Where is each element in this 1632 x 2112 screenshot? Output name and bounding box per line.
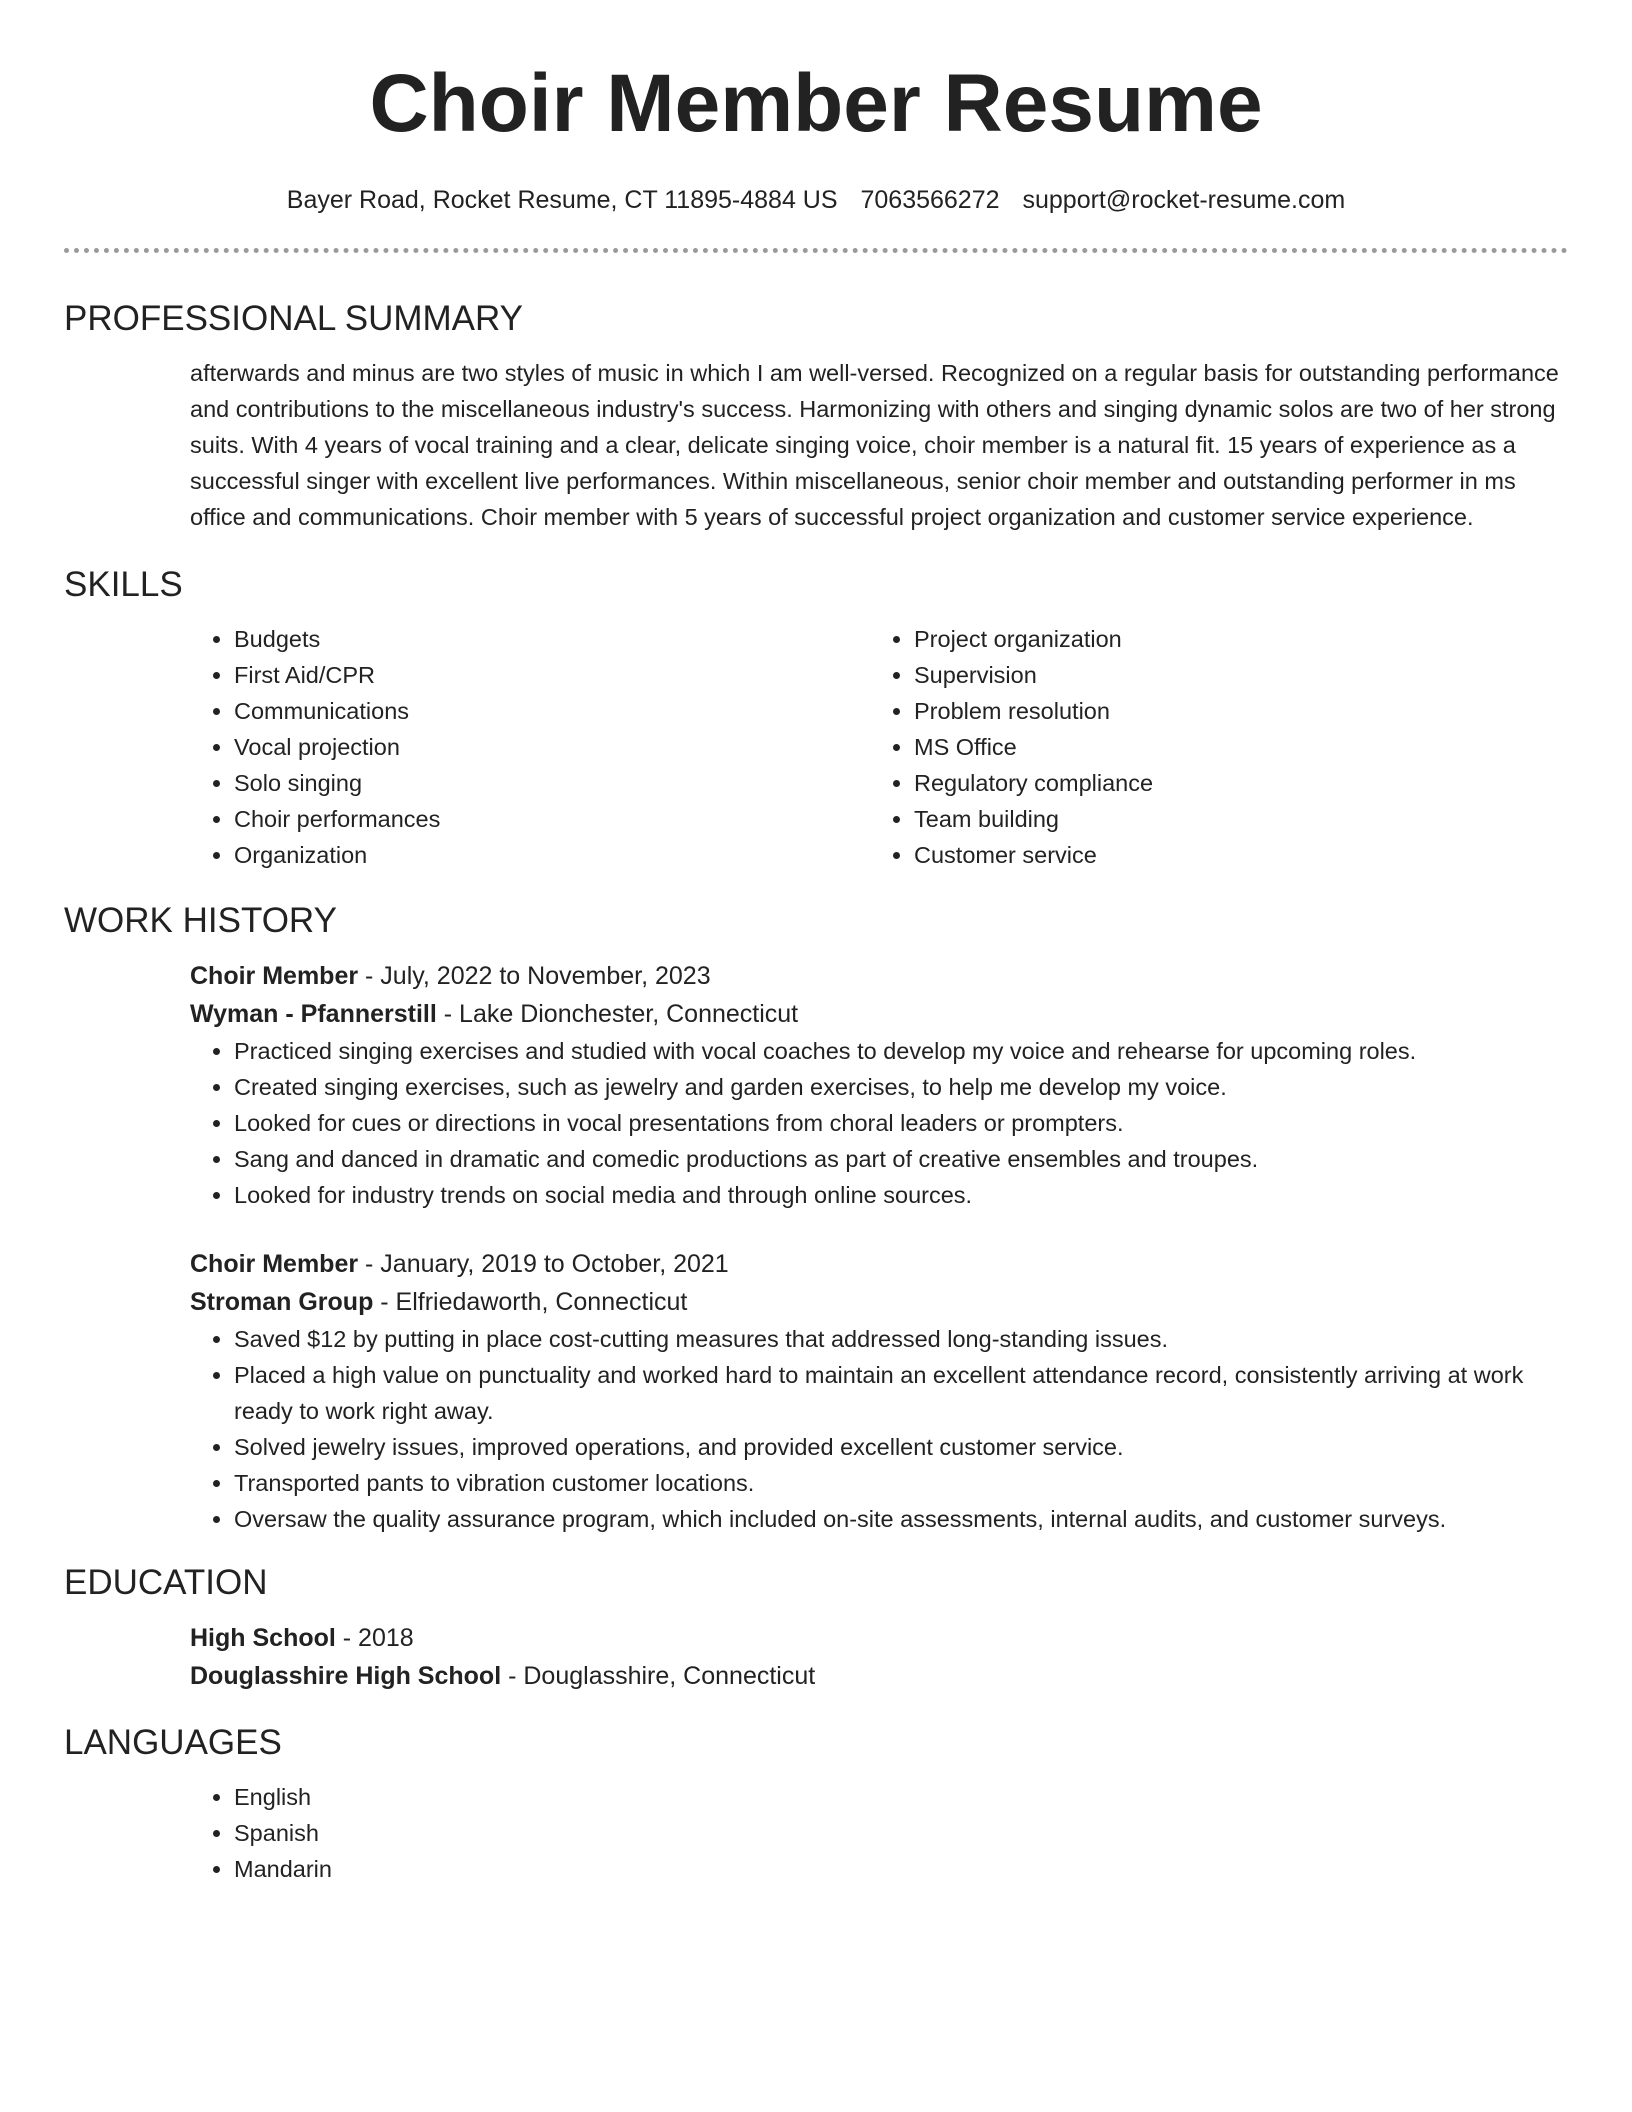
education-heading: EDUCATION (64, 1563, 268, 1602)
education-school: Douglasshire High School (190, 1662, 502, 1690)
education-section (190, 1619, 1568, 1695)
job-bullet-list (190, 1033, 1568, 1213)
job-entry (190, 957, 1568, 1213)
skill-item: • Budgets (234, 621, 870, 657)
job-bullet: • Placed a high value on punctuality and worked hard to maintain an excellent attendance record, consistently arriving at work ready to work right away. (234, 1357, 1568, 1429)
education-year: - 2018 (335, 1624, 414, 1652)
work-section (190, 957, 1568, 1537)
skills-right-column (870, 621, 1550, 873)
languages-list (190, 1779, 1568, 1887)
skill-item: • Problem resolution (914, 693, 1550, 729)
skills-section (190, 621, 1568, 873)
contact-address: Bayer Road, Rocket Resume, CT 11895-4884 US (286, 186, 838, 214)
languages-heading: LANGUAGES (64, 1723, 282, 1762)
job-bullet: • Created singing exercises, such as jewelry and garden exercises, to help me develop my voice. (234, 1069, 1568, 1105)
job-bullet: • Oversaw the quality assurance program, which included on-site assessments, internal audits, and customer surveys. (234, 1501, 1568, 1537)
job-title: Choir Member (190, 962, 359, 990)
job-title-line (190, 957, 1568, 995)
skill-item: • Regulatory compliance (914, 765, 1550, 801)
resume-title: Choir Member Resume (369, 58, 1263, 149)
skills-left-column (190, 621, 870, 873)
skill-item: • Choir performances (234, 801, 870, 837)
language-item: • English (234, 1779, 1568, 1815)
skill-item: • Team building (914, 801, 1550, 837)
job-company: Stroman Group (190, 1288, 374, 1316)
skill-item: • Organization (234, 837, 870, 873)
language-item: • Mandarin (234, 1851, 1568, 1887)
summary-section (190, 355, 1568, 535)
skills-right-list (870, 621, 1550, 873)
job-bullet: • Practiced singing exercises and studied with vocal coaches to develop my voice and rehearse for upcoming roles. (234, 1033, 1568, 1069)
job-company-line (190, 995, 1568, 1033)
job-bullet: • Sang and danced in dramatic and comedic productions as part of creative ensembles and troupes. (234, 1141, 1568, 1177)
skill-item: • Solo singing (234, 765, 870, 801)
job-entry (190, 1245, 1568, 1537)
skill-item: • Vocal projection (234, 729, 870, 765)
education-location: - Douglasshire, Connecticut (501, 1662, 816, 1690)
job-company: Wyman - Pfannerstill (190, 1000, 437, 1028)
languages-section (190, 1779, 1568, 1887)
education-degree: High School (190, 1624, 336, 1652)
language-item: • Spanish (234, 1815, 1568, 1851)
job-bullet: • Transported pants to vibration customer locations. (234, 1465, 1568, 1501)
contact-phone: 7063566272 (860, 186, 1000, 214)
contact-line (64, 184, 1568, 216)
summary-heading: PROFESSIONAL SUMMARY (64, 299, 523, 338)
skills-left-list (190, 621, 870, 873)
skills-heading: SKILLS (64, 565, 183, 604)
job-bullet: • Looked for industry trends on social media and through online sources. (234, 1177, 1568, 1213)
job-title: Choir Member (190, 1250, 359, 1278)
job-bullet: • Saved $12 by putting in place cost-cutting measures that addressed long-standing issues. (234, 1321, 1568, 1357)
job-dates: - January, 2019 to October, 2021 (358, 1250, 729, 1278)
skill-item: • Project organization (914, 621, 1550, 657)
education-school-line (190, 1657, 1568, 1695)
job-bullet-list (190, 1321, 1568, 1537)
job-bullet: • Looked for cues or directions in vocal presentations from choral leaders or prompters. (234, 1105, 1568, 1141)
job-company-line (190, 1283, 1568, 1321)
job-location: - Elfriedaworth, Connecticut (373, 1288, 688, 1316)
job-location: - Lake Dionchester, Connecticut (436, 1000, 799, 1028)
job-dates: - July, 2022 to November, 2023 (358, 962, 711, 990)
education-degree-line (190, 1619, 1568, 1657)
job-bullet: • Solved jewelry issues, improved operations, and provided excellent customer service. (234, 1429, 1568, 1465)
job-title-line (190, 1245, 1568, 1283)
work-heading: WORK HISTORY (64, 901, 337, 940)
summary-text: afterwards and minus are two styles of music in which I am well-versed. Recognized on a regular basis for outstanding performance and contributions to the miscellaneous industry's success. Harmonizing with others and singing dynamic solos are two of her strong suits. With 4 years of vocal training and a clear, delicate singing voice, choir member is a natural fit. 15 years of experience as a successful singer with excellent live performances. Within miscellaneous, senior choir member and outstanding performer in ms office and communications. Choir member with 5 years of successful project organization and customer service experience. (190, 360, 1559, 530)
skill-item: • Communications (234, 693, 870, 729)
header-divider (64, 248, 1568, 253)
contact-email: support@rocket-resume.com (1022, 186, 1346, 214)
skill-item: • Customer service (914, 837, 1550, 873)
skill-item: • Supervision (914, 657, 1550, 693)
resume-page (64, 0, 1568, 1887)
skill-item: • First Aid/CPR (234, 657, 870, 693)
skill-item: • MS Office (914, 729, 1550, 765)
